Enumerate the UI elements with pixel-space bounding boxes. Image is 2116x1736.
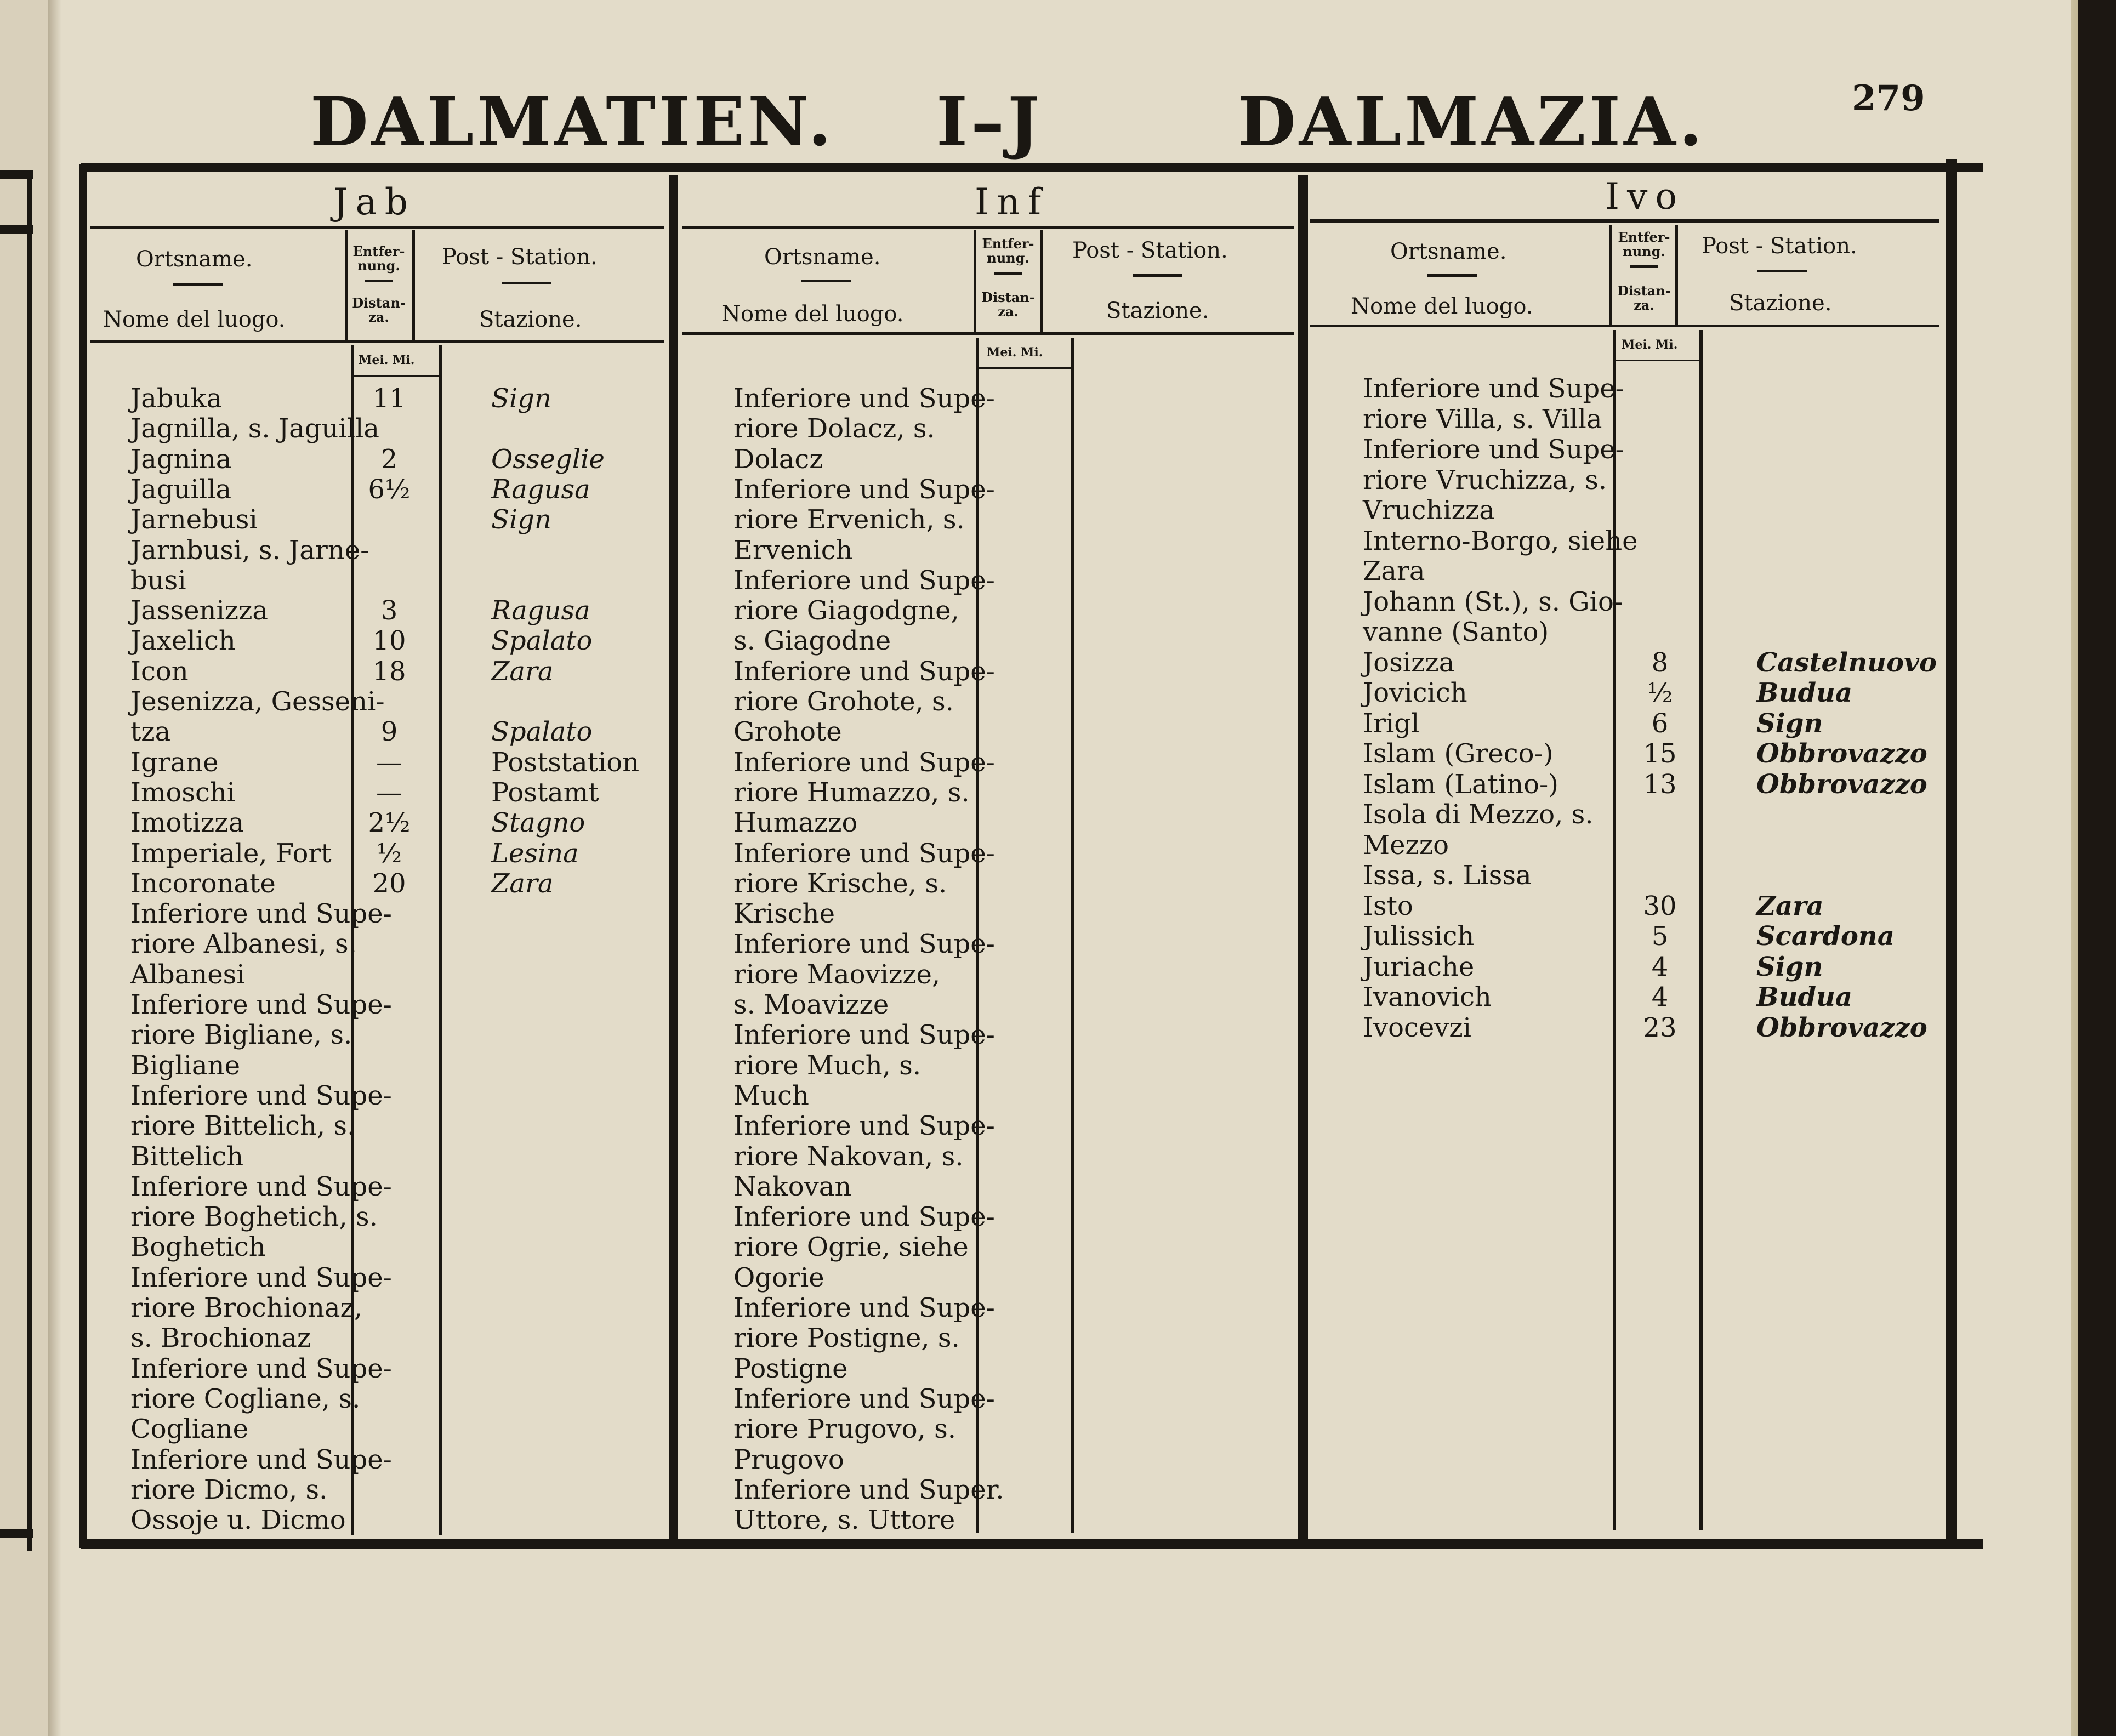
col-nome: Nome del luogo. — [1351, 294, 1533, 319]
entry-name: s. Brochionaz — [130, 1323, 311, 1354]
units-rule — [1616, 360, 1699, 361]
entry-name: Prugovo — [733, 1444, 844, 1475]
units-rule — [353, 375, 439, 377]
entry-station: Scardona — [1756, 921, 1895, 952]
header-rule — [1757, 270, 1807, 272]
divider-2 — [1298, 175, 1308, 1546]
entry-name: Dolacz — [733, 443, 823, 475]
entry-station: Zara — [491, 656, 554, 687]
col-distan: Distan- za. — [352, 295, 406, 325]
entry-distance: 20 — [372, 868, 406, 899]
book-gutter — [48, 0, 61, 1736]
entry-name: riore Maovizze, — [733, 959, 941, 990]
col-distan: Distan- za. — [1617, 283, 1671, 313]
section-label-jab: Jab — [333, 181, 416, 223]
section-label-ivo: Ivo — [1605, 175, 1685, 218]
entry-name: Julissich — [1363, 921, 1475, 952]
entry-distance: 11 — [372, 383, 406, 414]
entry-name: riore Dolacz, s. — [733, 413, 935, 445]
entry-distance: 10 — [372, 625, 406, 657]
entry-name: Inferiore und Supe- — [733, 838, 995, 869]
entry-distance: 13 — [1643, 769, 1677, 800]
entry-name: Igrane — [130, 747, 219, 778]
entry-name: Humazzo — [733, 807, 858, 839]
entry-station: Sign — [491, 383, 551, 414]
divider-1 — [669, 175, 678, 1546]
entry-name: Nakovan — [733, 1171, 852, 1202]
entry-name: riore Brochionaz, — [130, 1293, 363, 1323]
col-rule — [345, 230, 348, 341]
col-ortsname: Ortsname. — [764, 244, 881, 270]
col-stazione: Stazione. — [479, 307, 582, 332]
col-post: Post - Station. — [1072, 238, 1228, 263]
col-rule — [1609, 225, 1612, 327]
entry-name: riore Postigne, s. — [733, 1323, 960, 1354]
col-rule — [1699, 330, 1703, 1530]
entry-distance: ½ — [376, 838, 402, 869]
entry-name: Inferiore und Supe- — [733, 656, 995, 687]
entry-name: Inferiore und Supe- — [733, 1020, 995, 1051]
header-rule — [365, 280, 393, 282]
header-rule — [994, 272, 1022, 275]
entry-name: Jaguilla — [130, 474, 232, 505]
entry-name: Bigliane — [130, 1050, 240, 1081]
col-stazione: Stazione. — [1729, 291, 1832, 316]
table-frame-bottom — [81, 1539, 1983, 1549]
header-rule — [801, 280, 851, 282]
entry-name: Inferiore und Supe- — [733, 747, 995, 778]
col-ortsname: Ortsname. — [1390, 239, 1507, 264]
entry-distance: 15 — [1643, 738, 1677, 769]
entry-name: Imoschi — [130, 777, 236, 808]
entry-name: riore Cogliane, s. — [130, 1383, 361, 1414]
table-frame-left — [79, 164, 87, 1548]
entry-name: riore Vruchizza, s. — [1363, 464, 1607, 496]
entry-name: Inferiore und Super. — [733, 1474, 1004, 1505]
entry-distance: 30 — [1643, 890, 1677, 921]
entry-name: Issa, s. Lissa — [1363, 860, 1532, 891]
entry-distance: 2 — [380, 443, 398, 475]
col-distan: Distan- za. — [981, 289, 1035, 320]
col-ortsname: Ortsname. — [136, 247, 253, 272]
entry-name: riore Bittelich, s. — [130, 1111, 356, 1142]
entry-name: Inferiore und Supe- — [733, 1383, 995, 1414]
header-rule — [1427, 274, 1477, 277]
entry-distance: 8 — [1651, 647, 1669, 678]
entry-distance: 6½ — [368, 474, 411, 505]
units-rule — [979, 367, 1071, 369]
entry-station: Spalato — [491, 716, 593, 748]
entry-distance: 4 — [1651, 951, 1669, 982]
entry-name: Inferiore und Supe- — [733, 383, 995, 414]
entry-station: Zara — [491, 868, 554, 899]
entry-name: Islam (Greco-) — [1363, 738, 1554, 769]
entry-station: Poststation — [491, 747, 640, 778]
entry-name: Juriache — [1363, 951, 1475, 982]
entry-name: Jesenizza, Gesseni- — [130, 686, 385, 717]
entry-station: Sign — [491, 504, 551, 536]
entry-name: Jabuka — [130, 383, 223, 414]
header-rule — [173, 283, 223, 286]
entry-name: Jagnilla, s. Jaguilla — [130, 413, 380, 445]
entry-name: Mezzo — [1363, 829, 1449, 861]
entry-name: Johann (St.), s. Gio- — [1363, 586, 1623, 617]
col-rule — [439, 345, 442, 1535]
entry-station: Postamt — [491, 777, 599, 808]
section-rule — [90, 226, 664, 229]
entry-name: riore Ogrie, siehe — [733, 1232, 969, 1263]
entry-distance: — — [376, 747, 402, 778]
col-header-bottom — [90, 340, 664, 343]
entry-name: Inferiore und Supe- — [130, 1171, 392, 1202]
entry-name: Josizza — [1363, 647, 1455, 678]
col-rule — [412, 230, 415, 341]
entry-station: Stagno — [491, 807, 585, 839]
entry-distance: 2½ — [368, 807, 411, 839]
col-rule — [974, 230, 976, 334]
entry-station: Sign — [1756, 951, 1823, 982]
entry-station: Obbrovazzo — [1756, 738, 1927, 769]
entry-station: Ragusa — [491, 595, 590, 627]
table-frame-top — [81, 163, 1983, 172]
entry-station: Budua — [1756, 678, 1853, 708]
entry-name: Much — [733, 1080, 809, 1111]
entry-name: Cogliane — [130, 1414, 248, 1445]
entry-name: Ossoje u. Dicmo — [130, 1505, 346, 1536]
entry-station: Obbrovazzo — [1756, 1012, 1927, 1043]
col-rule — [1675, 225, 1678, 327]
entry-station: Zara — [1756, 890, 1824, 921]
col-rule — [1040, 230, 1043, 334]
entry-name: Irigl — [1363, 708, 1420, 739]
entry-distance: 4 — [1651, 982, 1669, 1012]
entry-name: tza — [130, 716, 171, 748]
entry-name: Inferiore und Supe- — [130, 1353, 392, 1384]
entry-name: Inferiore und Supe- — [733, 929, 995, 960]
entry-name: riore Much, s. — [733, 1050, 922, 1081]
title-german: DALMATIEN. — [310, 82, 835, 161]
section-rule — [1310, 219, 1939, 223]
col-nome: Nome del luogo. — [103, 307, 286, 332]
section-label-inf: Inf — [975, 181, 1049, 223]
book-page — [48, 0, 2078, 1736]
col-rule — [1613, 330, 1616, 1530]
entry-station: Sign — [1756, 708, 1823, 739]
entry-name: Bittelich — [130, 1141, 244, 1172]
entry-name: Inferiore und Supe- — [1363, 373, 1624, 404]
col-header-bottom — [1310, 325, 1939, 327]
facing-page-edge — [0, 0, 48, 1736]
units-label: Mei. Mi. — [987, 345, 1043, 360]
entry-name: Ivocevzi — [1363, 1012, 1472, 1043]
col-nome: Nome del luogo. — [721, 301, 904, 327]
entry-name: Imotizza — [130, 807, 244, 839]
entry-name: Inferiore und Supe- — [733, 1111, 995, 1142]
entry-name: Inferiore und Supe- — [130, 1262, 392, 1293]
entry-name: Jarnebusi — [130, 504, 258, 536]
entry-name: Ervenich — [733, 534, 853, 566]
entry-distance: — — [376, 777, 402, 808]
entry-distance: 3 — [380, 595, 398, 627]
entry-name: Islam (Latino-) — [1363, 769, 1558, 800]
entry-station: Castelnuovo — [1756, 647, 1937, 678]
entry-name: Inferiore und Supe- — [733, 565, 995, 596]
entry-distance: 18 — [372, 656, 406, 687]
entry-name: vanne (Santo) — [1363, 617, 1549, 647]
entry-name: busi — [130, 565, 186, 596]
title-italian: DALMAZIA. — [1238, 82, 1706, 161]
entry-station: Lesina — [491, 838, 579, 869]
entry-name: Vruchizza — [1363, 495, 1495, 526]
entry-name: Jarnbusi, s. Jarne- — [130, 534, 369, 566]
col-rule — [1071, 338, 1074, 1533]
header-rule — [1630, 265, 1658, 268]
entry-name: riore Bigliane, s. — [130, 1020, 352, 1051]
entry-name: Interno-Borgo, siehe — [1363, 525, 1638, 556]
units-label: Mei. Mi. — [359, 353, 415, 367]
entry-name: Inferiore und Supe- — [130, 898, 392, 930]
entry-name: Grohote — [733, 716, 842, 748]
col-entfer: Entfer- nung. — [1618, 229, 1670, 259]
entry-station: Spalato — [491, 625, 593, 657]
entry-name: riore Nakovan, s. — [733, 1141, 964, 1172]
entry-name: Incoronate — [130, 868, 276, 899]
entry-name: Ogorie — [733, 1262, 824, 1293]
entry-station: Osseglie — [491, 443, 605, 475]
entry-distance: 9 — [380, 716, 398, 748]
entry-name: Icon — [130, 656, 189, 687]
entry-name: Uttore, s. Uttore — [733, 1505, 955, 1536]
entry-name: riore Prugovo, s. — [733, 1414, 957, 1445]
entry-name: Boghetich — [130, 1232, 266, 1263]
col-entfer: Entfer- nung. — [352, 243, 405, 274]
entry-name: Inferiore und Supe- — [130, 989, 392, 1020]
entry-station: Obbrovazzo — [1756, 769, 1927, 800]
entry-distance: 5 — [1651, 921, 1669, 952]
table-frame-right — [1946, 159, 1957, 1549]
entry-distance: 6 — [1651, 708, 1669, 739]
entry-name: Jassenizza — [130, 595, 268, 627]
entry-distance: ½ — [1647, 678, 1673, 708]
entry-name: Inferiore und Supe- — [733, 1293, 995, 1323]
page-edge-right — [2071, 0, 2078, 1736]
entry-name: riore Krische, s. — [733, 868, 947, 899]
entry-name: riore Albanesi, s. — [130, 929, 357, 960]
entry-name: Inferiore und Supe- — [130, 1444, 392, 1475]
entry-name: Albanesi — [130, 959, 245, 990]
entry-name: riore Grohote, s. — [733, 686, 954, 717]
entry-name: riore Giagodgne, — [733, 595, 959, 627]
entry-distance: 23 — [1643, 1012, 1677, 1043]
col-entfer: Entfer- nung. — [982, 236, 1034, 266]
entry-name: Inferiore und Supe- — [733, 1202, 995, 1233]
entry-name: Krische — [733, 898, 835, 930]
entry-name: Imperiale, Fort — [130, 838, 332, 869]
entry-name: Inferiore und Supe- — [1363, 434, 1624, 465]
entry-name: Jaxelich — [130, 625, 236, 657]
entry-name: Inferiore und Supe- — [733, 474, 995, 505]
section-rule — [682, 226, 1294, 229]
entry-name: Zara — [1363, 556, 1425, 587]
units-label: Mei. Mi. — [1622, 338, 1678, 352]
entry-name: s. Moavizze — [733, 989, 889, 1020]
entry-name: s. Giagodne — [733, 625, 891, 657]
header-rule — [502, 282, 551, 284]
entry-name: Inferiore und Supe- — [130, 1080, 392, 1111]
entry-name: Isto — [1363, 890, 1413, 921]
entry-name: riore Ervenich, s. — [733, 504, 965, 536]
entry-name: riore Villa, s. Villa — [1363, 403, 1602, 435]
page-number: 279 — [1852, 78, 1925, 119]
entry-name: riore Boghetich, s. — [130, 1202, 378, 1233]
col-stazione: Stazione. — [1106, 298, 1209, 323]
entry-name: riore Humazzo, s. — [733, 777, 970, 808]
entry-name: Ivanovich — [1363, 982, 1492, 1012]
col-post: Post - Station. — [1702, 234, 1857, 259]
entry-name: Jovicich — [1363, 678, 1467, 708]
entry-station: Ragusa — [491, 474, 590, 505]
header-rule — [1133, 274, 1182, 277]
entry-name: Jagnina — [130, 443, 232, 475]
entry-name: Isola di Mezzo, s. — [1363, 799, 1594, 830]
col-header-bottom — [682, 332, 1294, 335]
col-post: Post - Station. — [442, 244, 598, 270]
entry-name: Postigne — [733, 1353, 848, 1384]
title-letter-range: I–J — [936, 82, 1043, 161]
entry-name: riore Dicmo, s. — [130, 1474, 328, 1505]
entry-station: Budua — [1756, 982, 1853, 1012]
